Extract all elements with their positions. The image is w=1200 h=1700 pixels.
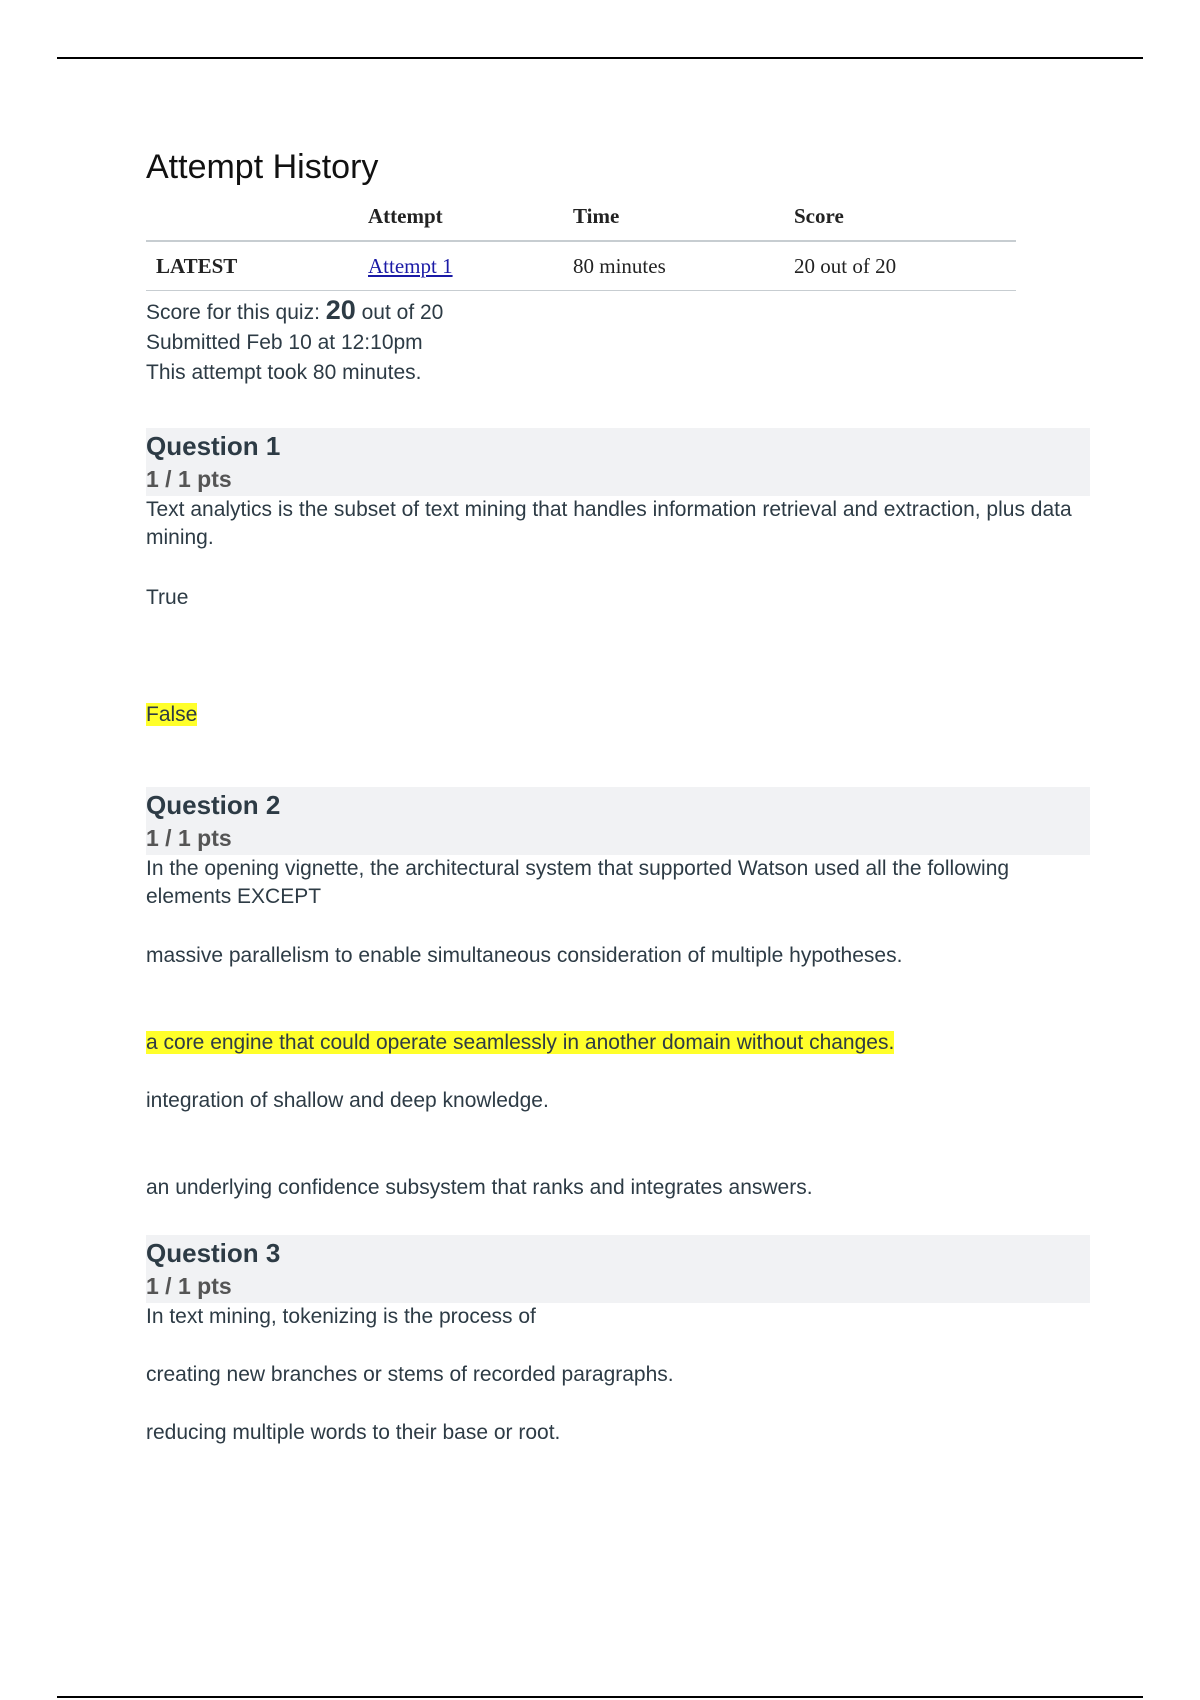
column-header-attempt: Attempt (368, 192, 573, 241)
answer-option[interactable]: integration of shallow and deep knowledge. (146, 1089, 549, 1112)
top-rule (57, 57, 1143, 59)
score-prefix: Score for this quiz: (146, 301, 326, 324)
question-header (146, 1235, 1090, 1303)
latest-label: LATEST (146, 241, 368, 291)
quiz-score-line (146, 295, 1090, 328)
question-header (146, 787, 1090, 855)
bottom-rule (57, 1696, 1143, 1698)
attempt-score: 20 out of 20 (794, 241, 1016, 291)
question-title: Question 2 (146, 790, 281, 820)
column-header-time: Time (573, 192, 794, 241)
question-text: In text mining, tokenizing is the process of (146, 1305, 536, 1328)
answer-option[interactable]: True (146, 586, 189, 609)
question-points: 1 / 1 pts (146, 466, 232, 492)
attempt-1-link[interactable]: Attempt 1 (368, 253, 453, 278)
answer-option[interactable]: reducing multiple words to their base or root. (146, 1421, 561, 1444)
question-points: 1 / 1 pts (146, 1273, 232, 1299)
quiz-summary (146, 295, 1090, 388)
question-points: 1 / 1 pts (146, 825, 232, 851)
submitted-line: Submitted Feb 10 at 12:10pm (146, 331, 423, 354)
answer-option-selected[interactable]: False (146, 703, 198, 726)
question-text: In the opening vignette, the architectural system that supported Watson used all the following elements EXCEPT (146, 857, 1010, 908)
column-header-score: Score (794, 192, 1016, 241)
answer-option[interactable]: massive parallelism to enable simultaneous consideration of multiple hypotheses. (146, 944, 903, 967)
score-value: 20 (325, 295, 356, 325)
question-3 (146, 1235, 1090, 1444)
answer-option[interactable]: an underlying confidence subsystem that ranks and integrates answers. (146, 1176, 813, 1199)
table-header-row (146, 192, 1016, 241)
answer-option[interactable]: creating new branches or stems of recorded paragraphs. (146, 1363, 674, 1386)
question-text: Text analytics is the subset of text mining that handles information retrieval and extraction, plus data mining. (146, 498, 1072, 549)
attempt-time: 80 minutes (573, 241, 794, 291)
question-2 (146, 787, 1090, 1199)
page-title: Attempt History (146, 148, 379, 186)
question-title: Question 3 (146, 1238, 281, 1268)
score-suffix: out of 20 (355, 301, 444, 324)
duration-line: This attempt took 80 minutes. (146, 361, 422, 384)
attempt-history-table (146, 192, 1016, 291)
answer-option-selected[interactable]: a core engine that could operate seamlessly in another domain without changes. (146, 1031, 895, 1054)
table-row (146, 241, 1016, 291)
question-header (146, 428, 1090, 496)
attempt-history-section (146, 142, 1090, 388)
question-1 (146, 428, 1090, 726)
column-header-label (146, 192, 368, 241)
question-title: Question 1 (146, 431, 281, 461)
